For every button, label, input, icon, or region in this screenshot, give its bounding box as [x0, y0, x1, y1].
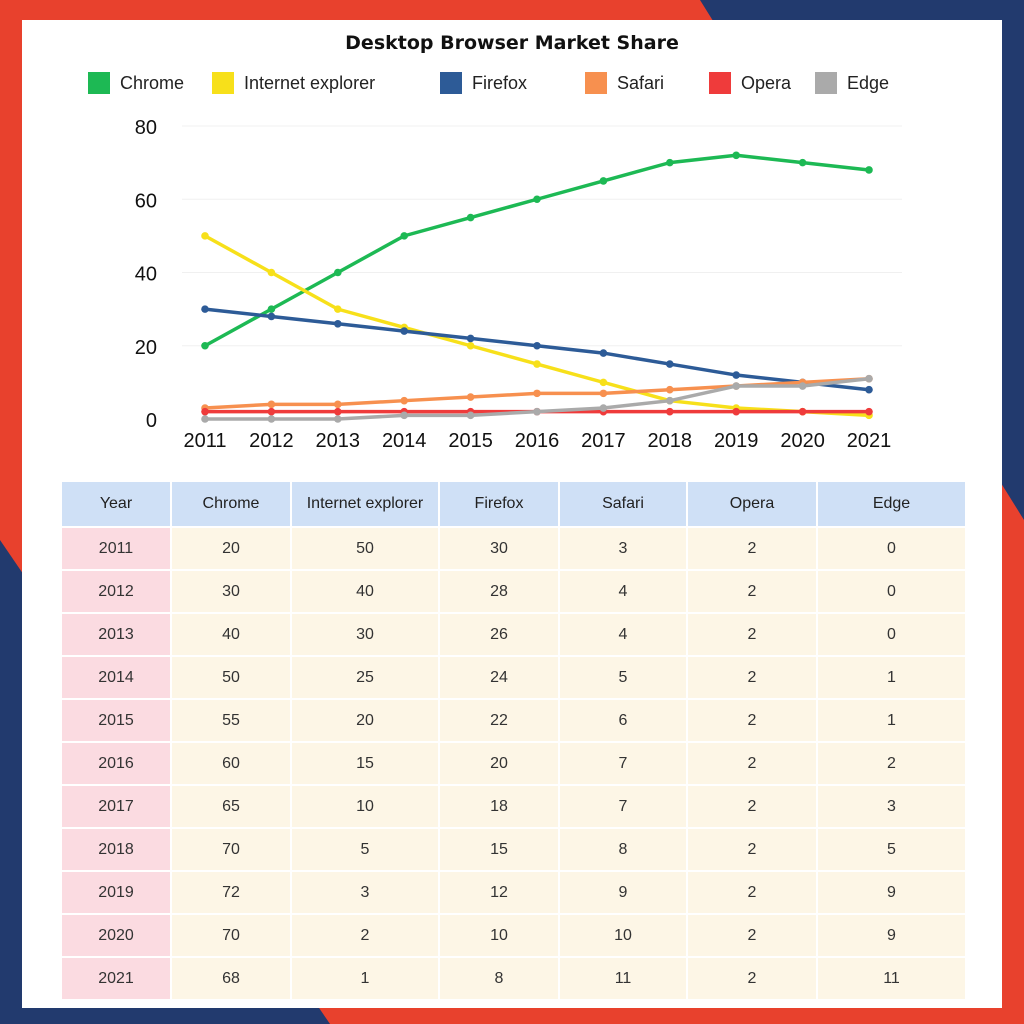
data-point-firefox: [865, 386, 873, 394]
table-row: [61, 699, 966, 742]
table-cell: 10: [559, 914, 687, 957]
x-tick-label: 2011: [183, 430, 227, 452]
data-point-safari: [600, 390, 608, 398]
y-tick-label: 20: [134, 336, 157, 359]
legend-swatch: [585, 72, 607, 94]
table-cell: 3: [817, 785, 966, 828]
table-cell: 28: [439, 570, 559, 613]
table-cell: 0: [817, 613, 966, 656]
table-cell: 2: [687, 742, 817, 785]
data-point-safari: [666, 386, 674, 394]
table-cell: 50: [291, 527, 439, 570]
table-cell: 40: [171, 613, 291, 656]
data-point-edge: [600, 404, 608, 412]
data-point-chrome: [533, 195, 541, 203]
year-cell: 2021: [61, 957, 171, 1000]
legend-item-internet-explorer: [212, 72, 375, 94]
legend-item-chrome: [88, 72, 184, 94]
data-point-firefox: [268, 313, 276, 321]
data-point-opera: [334, 408, 342, 416]
year-cell: 2014: [61, 656, 171, 699]
legend-item-opera: [709, 72, 791, 94]
table-cell: 30: [171, 570, 291, 613]
data-point-edge: [400, 412, 408, 420]
series-edge: [201, 375, 873, 423]
table-row: [61, 785, 966, 828]
x-tick-label: 2017: [581, 430, 626, 452]
table-cell: 7: [559, 742, 687, 785]
legend-item-edge: [815, 72, 889, 94]
table-cell: 8: [559, 828, 687, 871]
table-cell: 20: [291, 699, 439, 742]
year-cell: 2017: [61, 785, 171, 828]
chart-title: Desktop Browser Market Share: [345, 32, 679, 54]
table-cell: 1: [291, 957, 439, 1000]
table-cell: 2: [817, 742, 966, 785]
data-point-opera: [799, 408, 807, 416]
table-cell: 30: [291, 613, 439, 656]
data-point-internet-explorer: [334, 305, 342, 313]
table-cell: 55: [171, 699, 291, 742]
table-cell: 15: [439, 828, 559, 871]
table-row: [61, 656, 966, 699]
table-cell: 40: [291, 570, 439, 613]
table-cell: 22: [439, 699, 559, 742]
series-line-chrome: [205, 155, 869, 345]
table-cell: 2: [687, 699, 817, 742]
series-line-internet-explorer: [205, 236, 869, 415]
table-cell: 12: [439, 871, 559, 914]
legend-label: Chrome: [120, 72, 185, 93]
series-firefox: [201, 305, 873, 393]
year-cell: 2020: [61, 914, 171, 957]
legend-swatch: [440, 72, 462, 94]
legend-swatch: [88, 72, 110, 94]
table-cell: 20: [171, 527, 291, 570]
table-cell: 3: [559, 527, 687, 570]
x-tick-label: 2019: [713, 430, 759, 452]
y-tick-label: 60: [134, 190, 157, 213]
table-cell: 1: [817, 699, 966, 742]
year-cell: 2011: [61, 527, 171, 570]
y-tick-label: 80: [134, 117, 157, 139]
table-row: [61, 742, 966, 785]
legend-label: Opera: [741, 72, 792, 93]
data-point-internet-explorer: [268, 269, 276, 277]
table-cell: 9: [817, 871, 966, 914]
legend-label: Safari: [617, 72, 665, 93]
table-cell: 70: [171, 914, 291, 957]
data-point-internet-explorer: [467, 342, 475, 350]
data-point-edge: [334, 415, 342, 423]
legend-swatch: [709, 72, 731, 94]
data-point-chrome: [334, 269, 342, 277]
year-cell: 2016: [61, 742, 171, 785]
table-body: [61, 527, 966, 1000]
data-point-firefox: [732, 371, 740, 379]
table-cell: 9: [817, 914, 966, 957]
table-cell: 11: [817, 957, 966, 1000]
table-cell: 1: [817, 656, 966, 699]
x-tick-label: 2013: [315, 430, 361, 452]
table-cell: 10: [439, 914, 559, 957]
y-tick-label: 40: [134, 263, 157, 286]
column-header-safari: Safari: [559, 481, 687, 527]
data-table: [60, 480, 967, 1001]
data-point-firefox: [201, 305, 209, 313]
year-cell: 2012: [61, 570, 171, 613]
table-cell: 18: [439, 785, 559, 828]
x-tick-label: 2020: [780, 430, 825, 452]
year-cell: 2018: [61, 828, 171, 871]
table-cell: 11: [559, 957, 687, 1000]
column-header-opera: Opera: [687, 481, 817, 527]
table-cell: 5: [291, 828, 439, 871]
table-cell: 2: [687, 871, 817, 914]
table-cell: 8: [439, 957, 559, 1000]
table-cell: 0: [817, 527, 966, 570]
year-cell: 2015: [61, 699, 171, 742]
table-cell: 2: [687, 785, 817, 828]
x-tick-label: 2016: [514, 430, 560, 452]
legend-swatch: [815, 72, 837, 94]
table-cell: 70: [171, 828, 291, 871]
data-point-edge: [865, 375, 873, 383]
data-point-opera: [201, 408, 209, 416]
table-cell: 3: [291, 871, 439, 914]
data-point-opera: [732, 408, 740, 416]
table-cell: 60: [171, 742, 291, 785]
table-row: [61, 871, 966, 914]
year-cell: 2019: [61, 871, 171, 914]
table-row: [61, 914, 966, 957]
legend-label: Internet explorer: [244, 72, 376, 93]
x-tick-label: 2021: [846, 430, 892, 452]
data-point-chrome: [467, 214, 475, 222]
table-cell: 25: [291, 656, 439, 699]
data-point-edge: [732, 382, 740, 390]
data-point-safari: [334, 401, 342, 409]
table-cell: 30: [439, 527, 559, 570]
table-cell: 26: [439, 613, 559, 656]
x-tick-label: 2015: [448, 430, 493, 452]
gridlines: [182, 126, 902, 346]
data-point-opera: [865, 408, 873, 416]
legend-item-firefox: [440, 72, 527, 94]
table-cell: 2: [687, 828, 817, 871]
table-cell: 4: [559, 613, 687, 656]
data-point-internet-explorer: [201, 232, 209, 240]
data-point-chrome: [400, 232, 408, 240]
x-tick-label: 2012: [249, 430, 294, 452]
x-tick-label: 2014: [381, 430, 427, 452]
table-cell: 50: [171, 656, 291, 699]
data-point-chrome: [865, 166, 873, 174]
data-point-chrome: [732, 152, 740, 160]
table-cell: 5: [559, 656, 687, 699]
data-point-safari: [268, 401, 276, 409]
legend-label: Firefox: [472, 72, 528, 93]
table-row: [61, 527, 966, 570]
table-header-row: [61, 481, 966, 527]
table-cell: 0: [817, 570, 966, 613]
year-cell: 2013: [61, 613, 171, 656]
data-point-edge: [467, 412, 475, 420]
data-point-firefox: [467, 335, 475, 343]
table-cell: 6: [559, 699, 687, 742]
data-point-edge: [268, 415, 276, 423]
data-point-opera: [268, 408, 276, 416]
data-point-chrome: [799, 159, 807, 167]
data-point-firefox: [600, 349, 608, 357]
table-cell: 15: [291, 742, 439, 785]
legend-swatch: [212, 72, 234, 94]
table-cell: 2: [687, 527, 817, 570]
column-header-edge: Edge: [817, 481, 966, 527]
x-tick-label: 2018: [647, 430, 693, 452]
data-point-firefox: [666, 360, 674, 368]
y-tick-label: 0: [145, 410, 157, 432]
column-header-year: Year: [61, 481, 171, 527]
table-cell: 2: [687, 656, 817, 699]
data-point-edge: [201, 415, 209, 423]
data-point-chrome: [201, 342, 209, 350]
legend-label: Edge: [847, 72, 890, 93]
table-cell: 10: [291, 785, 439, 828]
data-point-edge: [533, 408, 541, 416]
data-point-chrome: [666, 159, 674, 167]
table-cell: 9: [559, 871, 687, 914]
data-point-safari: [533, 390, 541, 398]
data-point-opera: [666, 408, 674, 416]
table-cell: 5: [817, 828, 966, 871]
data-point-firefox: [533, 342, 541, 350]
content-card: [22, 20, 1002, 1008]
table-cell: 72: [171, 871, 291, 914]
table-cell: 4: [559, 570, 687, 613]
data-point-internet-explorer: [533, 360, 541, 368]
table-cell: 68: [171, 957, 291, 1000]
column-header-firefox: Firefox: [439, 481, 559, 527]
data-point-chrome: [268, 305, 276, 313]
data-point-edge: [666, 397, 674, 405]
table-cell: 20: [439, 742, 559, 785]
data-point-firefox: [334, 320, 342, 328]
column-header-chrome: Chrome: [171, 481, 291, 527]
table-cell: 7: [559, 785, 687, 828]
table-row: [61, 957, 966, 1000]
table-row: [61, 613, 966, 656]
data-point-safari: [400, 397, 408, 405]
table-cell: 2: [291, 914, 439, 957]
column-header-internet-explorer: Internet explorer: [291, 481, 439, 527]
table-cell: 24: [439, 656, 559, 699]
table-row: [61, 570, 966, 613]
table-cell: 2: [687, 570, 817, 613]
legend-item-safari: [585, 72, 664, 94]
data-point-firefox: [400, 327, 408, 335]
data-point-internet-explorer: [600, 379, 608, 387]
data-point-chrome: [600, 177, 608, 185]
table-cell: 65: [171, 785, 291, 828]
table-cell: 2: [687, 957, 817, 1000]
data-point-safari: [467, 393, 475, 401]
table-cell: 2: [687, 613, 817, 656]
table-row: [61, 828, 966, 871]
table-cell: 2: [687, 914, 817, 957]
data-point-edge: [799, 382, 807, 390]
